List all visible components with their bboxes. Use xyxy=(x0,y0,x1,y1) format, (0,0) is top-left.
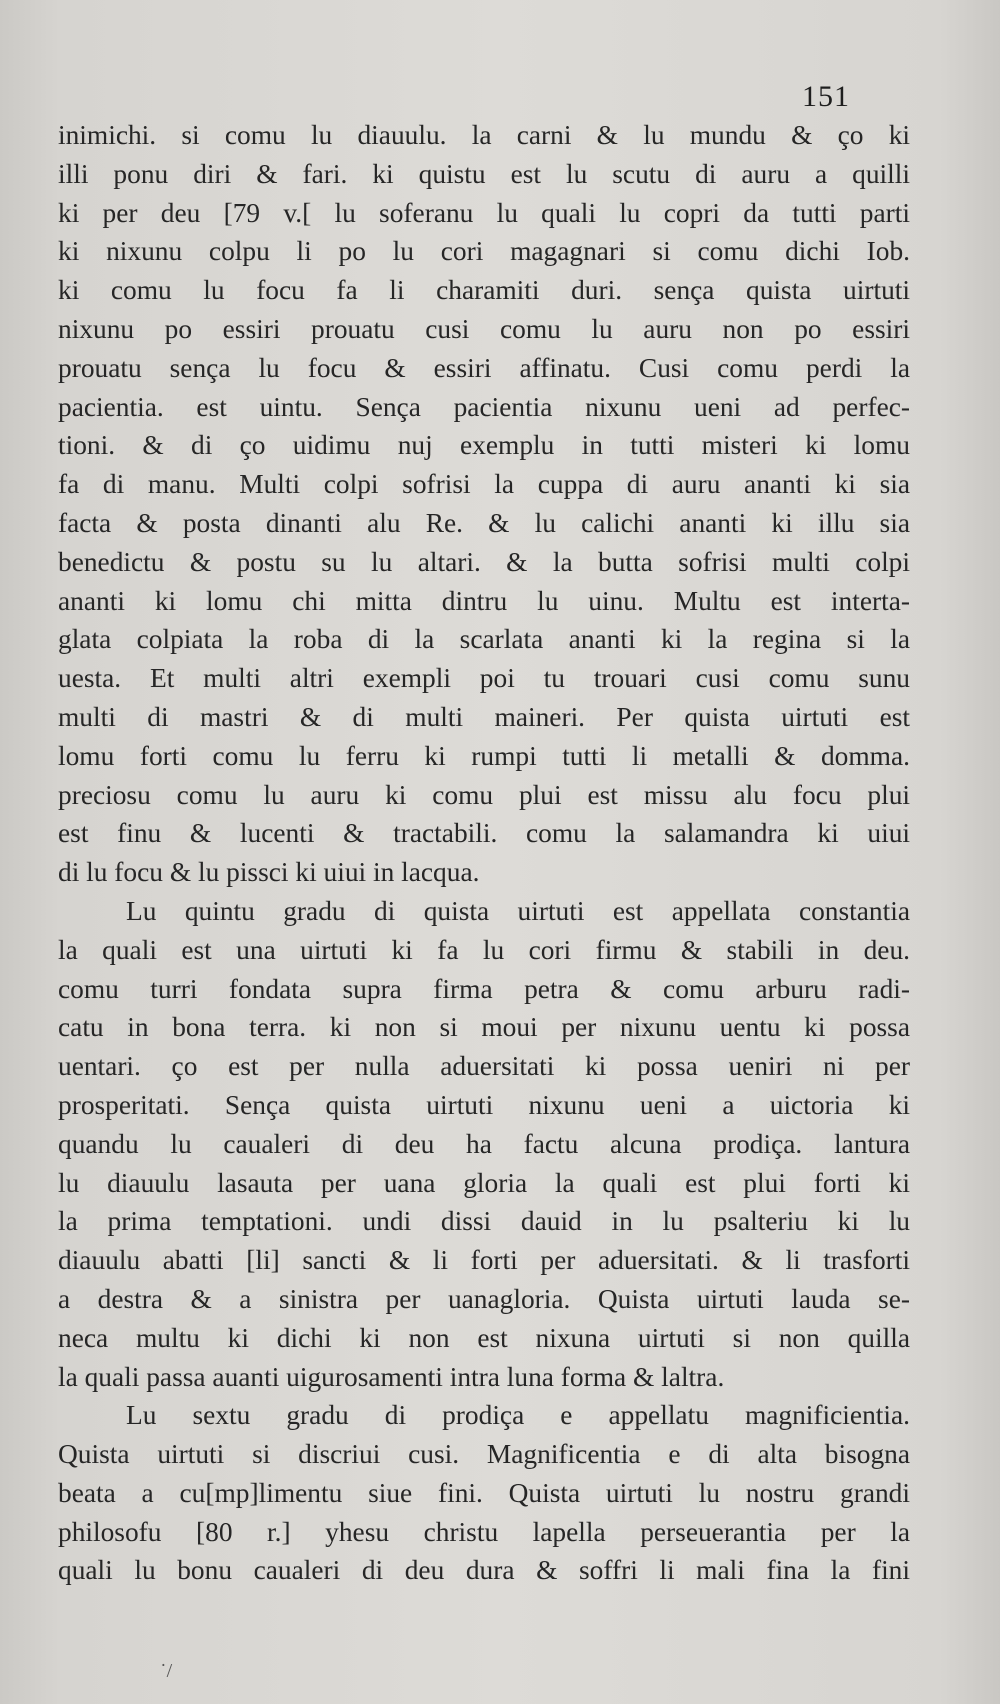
text-line: ki comu lu focu fa li charamiti duri. sença quista uirtuti xyxy=(58,275,910,306)
text-line: Quista uirtuti si discriui cusi. Magnificentia e di alta bisogna xyxy=(58,1439,910,1470)
text-line: diauulu abatti [li] sancti & li forti per aduersitati. & li trasforti xyxy=(58,1245,910,1276)
text-line: a destra & a sinistra per uanagloria. Quista uirtuti lauda se- xyxy=(58,1283,910,1314)
text-line: nixunu po essiri prouatu cusi comu lu auru non po essiri xyxy=(58,313,910,344)
text-line: facta & posta dinanti alu Re. & lu calichi ananti ki illu sia xyxy=(58,507,910,538)
text-line: lu diauulu lasauta per uana gloria la quali est plui forti ki xyxy=(58,1167,910,1198)
text-line: la quali passa auanti uigurosamenti intra luna forma & laltra. xyxy=(58,1361,725,1392)
text-line: preciosu comu lu auru ki comu plui est missu alu focu plui xyxy=(58,779,910,810)
text-line: quali lu bonu caualeri di deu dura & soffri li mali fina la fini xyxy=(58,1555,910,1586)
text-line: uesta. Et multi altri exempli poi tu trouari cusi comu sunu xyxy=(58,663,910,694)
text-line: ki per deu [79 v.[ lu soferanu lu quali lu copri da tutti parti xyxy=(58,197,910,228)
text-line: fa di manu. Multi colpi sofrisi la cuppa di auru ananti ki sia xyxy=(58,469,910,500)
text-line: catu in bona terra. ki non si moui per nixunu uentu ki possa xyxy=(58,1012,910,1043)
text-line: inimichi. si comu lu diauulu. la carni & lu mundu & ço ki xyxy=(58,120,910,150)
text-line: pacientia. est uintu. Sença pacientia nixunu ueni ad perfec- xyxy=(58,391,910,422)
text-line: uentari. ço est per nulla aduersitati ki possa ueniri ni per xyxy=(58,1051,910,1082)
text-line: Lu sextu gradu di prodiça e appellatu magnificientia. xyxy=(126,1400,910,1431)
page-body-text xyxy=(58,116,910,1590)
ink-mark: ˙/ xyxy=(160,1660,173,1682)
text-line: illi ponu diri & fari. ki quistu est lu scutu di auru a quilli xyxy=(58,158,910,189)
text-line: multi di mastri & di multi maineri. Per quista uirtuti est xyxy=(58,701,910,732)
page-number: 151 xyxy=(802,80,850,113)
text-line: beata a cu[mp]limentu siue fini. Quista uirtuti lu nostru grandi xyxy=(58,1477,910,1508)
text-line: prosperitati. Sença quista uirtuti nixunu ueni a uictoria ki xyxy=(58,1089,910,1120)
text-line: ananti ki lomu chi mitta dintru lu uinu. Multu est interta- xyxy=(58,585,910,616)
text-line: est finu & lucenti & tractabili. comu la salamandra ki uiui xyxy=(58,818,910,849)
text-line: comu turri fondata supra firma petra & comu arburu radi- xyxy=(58,973,910,1004)
text-line: lomu forti comu lu ferru ki rumpi tutti li metalli & domma. xyxy=(58,740,910,771)
text-line: prouatu sença lu focu & essiri affinatu. Cusi comu perdi la xyxy=(58,352,910,383)
text-line: tioni. & di ço uidimu nuj exemplu in tutti misteri ki lomu xyxy=(58,430,910,461)
text-line: Lu quintu gradu di quista uirtuti est appellata constantia xyxy=(126,895,910,926)
text-line: neca multu ki dichi ki non est nixuna uirtuti si non quilla xyxy=(58,1322,910,1353)
text-line: philosofu [80 r.] yhesu christu lapella perseuerantia per la xyxy=(58,1516,910,1547)
text-line: glata colpiata la roba di la scarlata ananti ki la regina si la xyxy=(58,624,910,655)
text-line: benedictu & postu su lu altari. & la butta sofrisi multi colpi xyxy=(58,546,910,577)
text-line: la prima temptationi. undi dissi dauid in lu psalteriu ki lu xyxy=(58,1206,910,1237)
text-line: di lu focu & lu pissci ki uiui in lacqua. xyxy=(58,857,480,888)
text-line: ki nixunu colpu li po lu cori magagnari si comu dichi Iob. xyxy=(58,236,910,267)
text-line: la quali est una uirtuti ki fa lu cori firmu & stabili in deu. xyxy=(58,934,910,965)
text-line: quandu lu caualeri di deu ha factu alcuna prodiça. lantura xyxy=(58,1128,910,1159)
